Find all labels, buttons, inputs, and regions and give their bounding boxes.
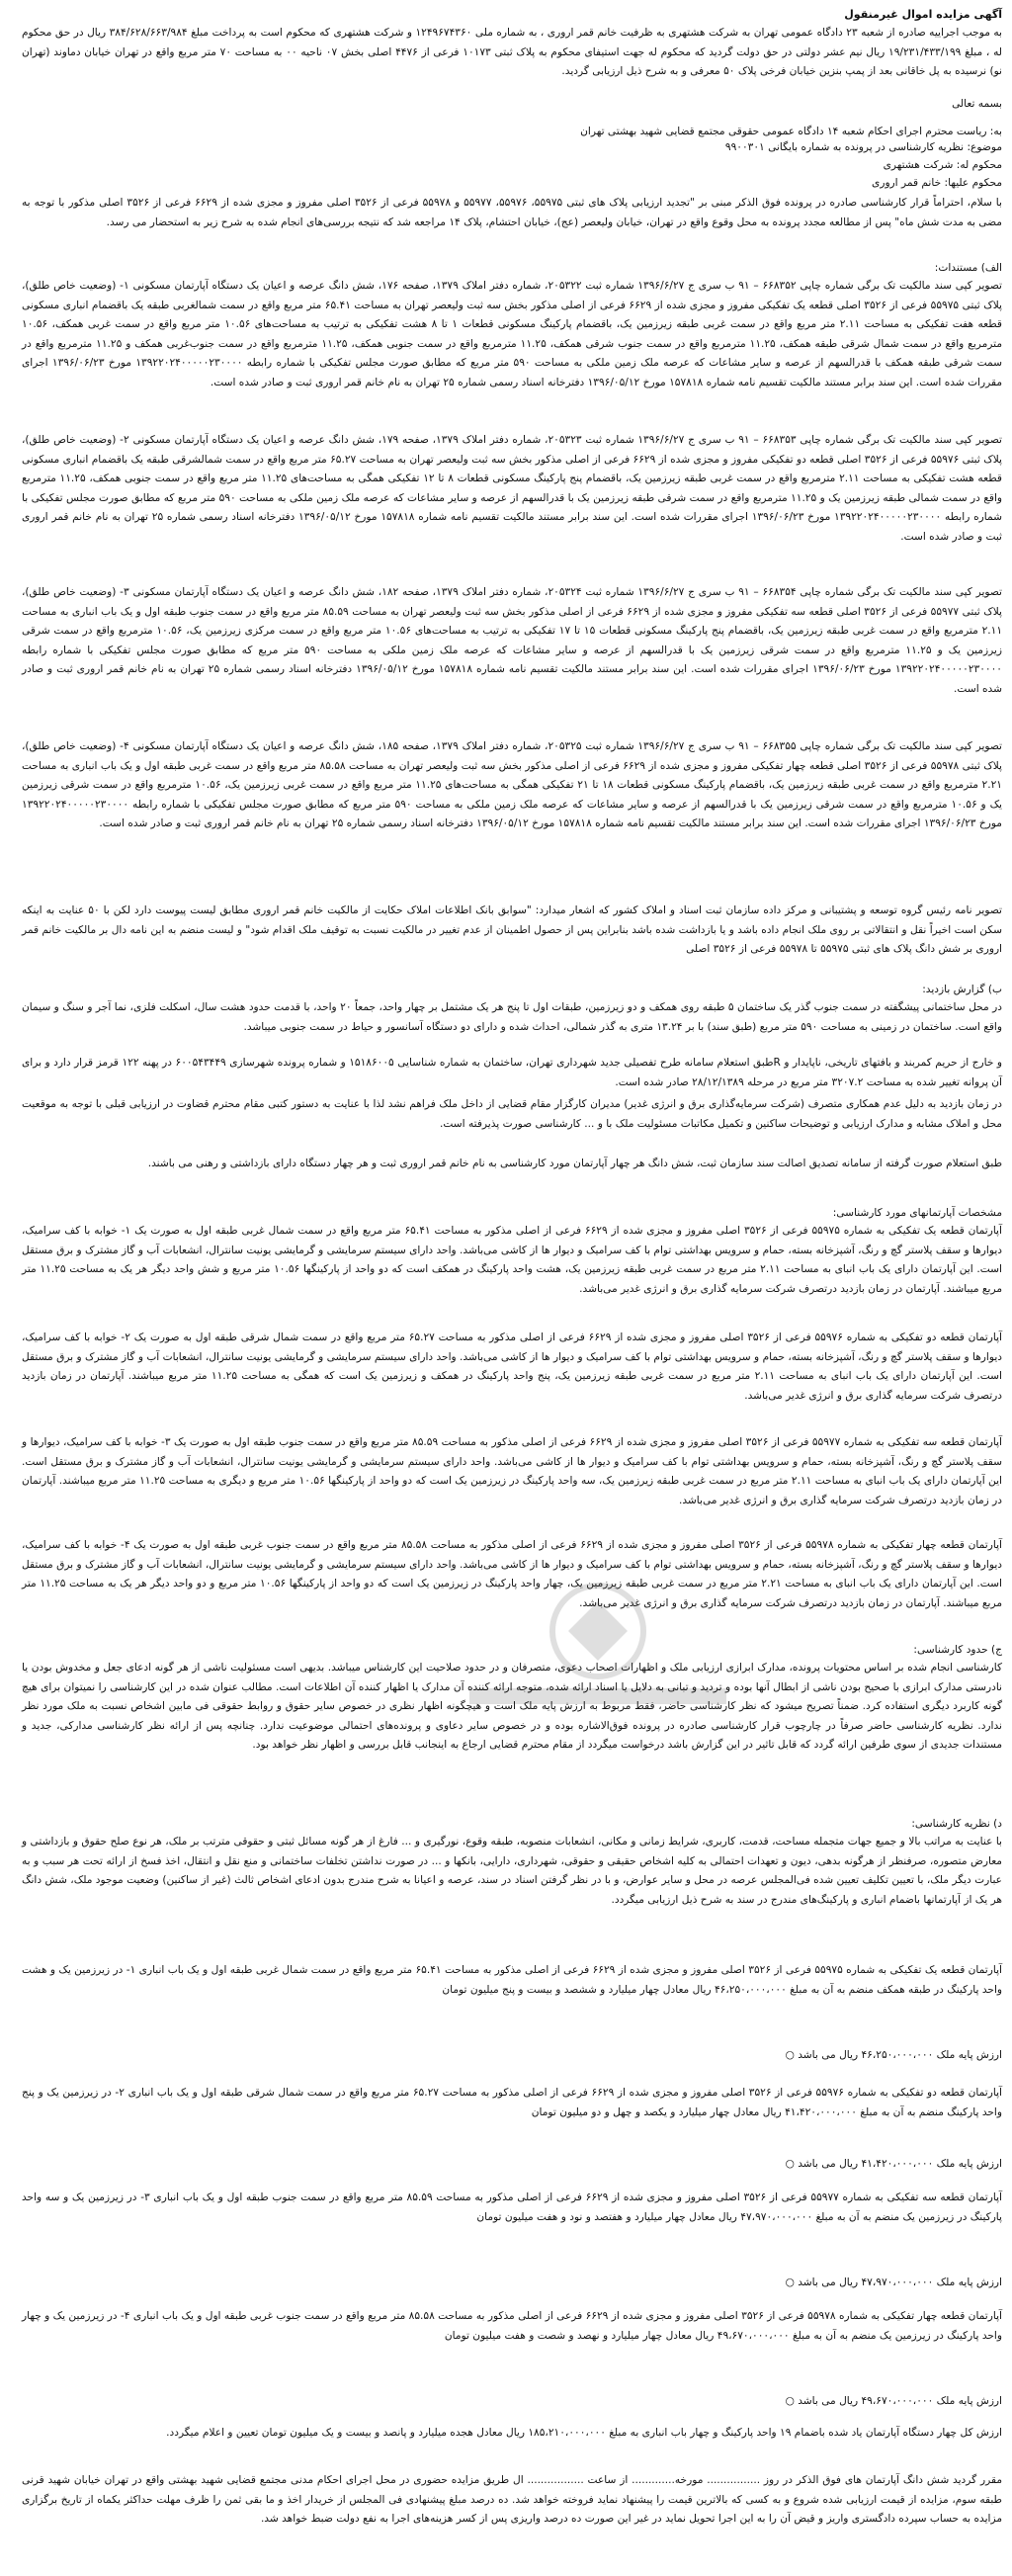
spec-apartment-2: آپارتمان قطعه دو تفکیکی به شماره ۵۵۹۷۶ فرعی از ۳۵۲۶ اصلی مفروز و مجزی شده از ۶۶۲۹ فرعی از اصلی مذکور به مساحت ۶۵.۲۷ متر مربع واقع در سمت شمال شرقی طبقه اول به صورت یک ۲- خوابه با کف سرامیک، دیوارها و سقف پلاستر گچ و رنگ، آشپزخانه بسته، حمام و سرویس بهداشتی توام با کف سرامیک و دیوار ها از کاشی می‌باشد. واحد دارای سیستم سرمایشی و گرمایشی یونیت سانترال، انشعابات آب و گاز مشترک و برق مستقل است. این آپارتمان دارای یک باب انبای به مساحت ۲.۱۱ متر مربع در سمت غربی طبقه زیرزمین یک، پنج واحد پارکینگ در همکف و زیرزمین یک است که همگی به مساحت ۱۱.۲۵ متر مربع میباشند. آپارتمان در زمان بازدید درتصرف شرکت سرمایه گذاری برق و انرژی غدیر می‌باشد. — [22, 1331, 1002, 1402]
document-item-1: تصویر کپی سند مالکیت تک برگی شماره چاپی ۶۶۸۳۵۲ – ۹۱ ب سری ج ۱۳۹۶/۶/۲۷ شماره ثبت ۲۰۵۳۲۲، شماره دفتر املاک ۱۳۷۹، صفحه ۱۷۶، شش دانگ عرصه و اعیان یک دستگاه آپارتمان مسکونی ۱- (وضعیت خاص طلق)، پلاک ثبتی ۵۵۹۷۵ فرعی از ۳۵۲۶ اصلی قطعه یک تفکیکی مفروز و مجزی شده از ۶۶۲۹ فرعی از اصلی مذکور بخش سه ثبت ولیعصر تهران به مساحت ۶۵.۴۱ متر مربع واقع در سمت شمالغربی طبقه یک باقضمام انباری مسکونی قطعه هفت تفکیکی به مساحت ۲.۱۱ متر مربع واقع در سمت غربی طبقه زیرزمین یک، باقضمام پارکینگ مسکونی قطعات ۱ تا ۸ هشت تفکیکی به ترتیب به مساحت‌های ۱۰.۵۶ متر مربع واقع در سمت غربی همکف، ۱۰.۵۶ مترمربع واقع در سمت شمال شرقی طبقه همکف، ۱۱.۲۵ مترمربع واقع در سمت جنوب شرقی همکف، ۱۱.۲۵ مترمربع واقع در سمت جنوبی همکف، ۱۱.۲۵ مترمربع واقع در سمت جنوب‌غربی همکف و ۱۱.۲۵ مترمربع واقع در سمت شرقی طبقه همکف با قدرالسهم از عرصه و سایر مشاعات که عرصه ملک زمین ملکی به مساحت ۵۹۰ متر مربع که مطابق صورت مجلس تفکیکی با شماره رابطه ۱۳۹۲۲۰۲۴۰۰۰۰۰۲۳۰۰۰۰ مورخ ۱۳۹۶/۰۶/۲۳ اجرای مقررات شده است. این سند برابر مستند مالکیت تقسیم نامه شماره ۱۵۷۸۱۸ مورخ ۱۳۹۶/۰۵/۱۲ دفترخانه اسناد رسمی شماره ۲۵ تهران به نام خانم قمر اروری ثبت و صادر شده است. — [22, 280, 1003, 388]
valuation-apartment-4: آپارتمان قطعه چهار تفکیکی به شماره ۵۵۹۷۸ فرعی از ۳۵۲۶ اصلی مفروز و مجزی شده از ۶۶۲۹ فرعی از اصلی مذکور به مساحت ۸۵.۵۸ متر مربع واقع در سمت جنوب غربی طبقه اول و یک باب انباری ۴- در زیرزمین یک و چهار واحد پارکینگ در زیرزمین یک منضم به آن به مبلغ ۴۹،۶۷۰،۰۰۰،۰۰۰ ریال معادل چهار میلیارد و نهصد و شصت و هفت میلیون تومان — [22, 2310, 1002, 2342]
document-item-4: تصویر کپی سند مالکیت تک برگی شماره چاپی ۶۶۸۳۵۵ – ۹۱ ب سری ج ۱۳۹۶/۶/۲۷ شماره ثبت ۲۰۵۳۲۵، شماره دفتر املاک ۱۳۷۹، صفحه ۱۸۵، شش دانگ عرصه و اعیان یک دستگاه آپارتمان مسکونی ۴- (وضعیت خاص طلق)، پلاک ثبتی ۵۵۹۷۸ فرعی از ۳۵۲۶ اصلی قطعه چهار تفکیکی مفروز و مجزی شده از ۶۶۲۹ فرعی از اصلی مذکور بخش سه ثبت ولیعصر تهران به مساحت ۸۵.۵۸ متر مربع واقع در سمت غربی طبقه اول و یک باب انباری به مساحت ۲.۲۱ مترمربع واقع در سمت غربی طبقه زیرزمین یک، باقضمام پارکینگ مسکونی قطعات ۱۸ تا ۲۱ تفکیکی همگی به مساحت‌های ۱۱.۲۵ متر مربع واقع در سمت غربی زیرزمین یک، ۱۰.۵۶ مترمربع واقع در سمت شرقی زیرزمین یک و ۱۰.۵۶ مترمربع واقع در سمت شرقی زیرزمین یک با قدرالسهم از عرصه و سایر مشاعات که عرصه ملک زمین ملکی به مساحت ۵۹۰ متر مربع که مطابق صورت مجلس تفکیکی با شماره رابطه ۱۳۹۲۲۰۲۴۰۰۰۰۰۲۳۰۰۰۰ مورخ ۱۳۹۶/۰۶/۲۳ اجرای مقررات شده است. این سند برابر مستند مالکیت تقسیم نامه شماره ۱۵۷۸۱۸ مورخ ۱۳۹۶/۰۵/۱۲ دفترخانه اسناد رسمی شماره ۲۵ تهران به نام خانم قمر اروری ثبت و صادر شده است. — [22, 740, 1003, 830]
base-value-4: ارزش پایه ملک ۴۹،۶۷۰،۰۰۰،۰۰۰ ریال می باشد ○ — [785, 2395, 1002, 2407]
document-item-5: تصویر نامه رئیس گروه توسعه و پشتیبانی و مرکز داده سازمان ثبت اسناد و املاک کشور که اشعار میدارد: "سوابق بانک اطلاعات املاک حکایت از مالکیت خانم قمر اروری مطابق لیست پیوست دارد لکن با ۵۰ عنایت به اینکه سکن است اخیراً نقل و انتقالاتی بر روی ملک انجام داده باشد و یا بازداشت شده باشد بنابراین پس از حصول اطمینان از عدم تغییر در مالکیت نسبت به توقیف ملک اقدام شود" و لیست منضم به این نامه دال بر مالکیت خانم قمر اروری بر شش دانگ پلاک های ثبتی ۵۵۹۷۵ تا ۵۵۹۷۸ فرعی از ۳۵۲۶ اصلی — [22, 904, 1002, 956]
section-d-heading: د) نظریه کارشناسی: — [911, 1818, 1002, 1830]
subject-line: موضوع: نظریه کارشناسی در پرونده به شماره بایگانی ۹۹۰۰۳۰۱ — [724, 141, 1002, 153]
section-c-heading: ج) حدود کارشناسی: — [913, 1644, 1002, 1656]
intro-paragraph: به موجب اجراییه صادره از شعبه ۲۳ دادگاه عمومی تهران به شرکت هشتهری به ظرفیت خانم قمر اروری ، به شماره ملی ۱۲۴۹۶۷۴۳۶۰ و شرکت هشتهری که محکوم است به پرداخت مبلغ ۳۸۴/۶۲۸/۶۶۳/۹۸۴ ریال در حق محکوم له ، مبلغ ۱۹/۲۳۱/۴۳۳/۱۹۹ ریال نیم عشر دولتی در حق دولت گردید که محکوم له جهت استیفای محکوم به پلاک ثبتی ۱۰۱۷۳ فرعی از ۴۴۷۶ اصلی بخش ۰۷ ناحیه ۰۰ به مساحت ۷۰ متر مربع واقع در تهران خیابان دماوند (تهران نو) نرسیده به پل خاقانی بعد از پمپ بنزین خیابان فرخی پلاک ۵۰ معرفی و به شرح ذیل ارزیابی گردید. — [22, 27, 1002, 78]
document-item-2: تصویر کپی سند مالکیت تک برگی شماره چاپی ۶۶۸۳۵۳ – ۹۱ ب سری ج ۱۳۹۶/۶/۲۷ شماره ثبت ۲۰۵۳۲۳، شماره دفتر املاک ۱۳۷۹، صفحه ۱۷۹، شش دانگ عرصه و اعیان یک دستگاه آپارتمان مسکونی ۲- (وضعیت خاص طلق)، پلاک ثبتی ۵۵۹۷۶ فرعی از ۳۵۲۶ اصلی قطعه دو تفکیکی مفروز و مجزی شده از ۶۶۲۹ فرعی از اصلی مذکور بخش سه ثبت ولیعصر تهران به مساحت ۶۵.۲۷ متر مربع واقع در سمت شمالشرقی طبقه یک باقضمام انباری مسکونی قطعه هشت تفکیکی به مساحت ۲.۱۱ مترمربع واقع در سمت غربی طبقه زیرزمین یک، باقضمام پنج پارکینگ مسکونی قطعات ۸ تا ۱۲ تفکیکی همگی به مساحت‌های ۱۱.۲۵ متر مربع واقع در سمت جنوبی همکف، ۱۱.۲۵ مترمربع واقع در سمت شمالی طبقه زیرزمین یک و ۱۱.۲۵ مترمربع واقع در سمت شرقی طبقه زیرزمین یک با قدرالسهم از عرصه و سایر مشاعات که عرصه ملک زمین ملکی به مساحت ۵۹۰ متر مربع که مطابق صورت مجلس تفکیکی با شماره رابطه ۱۳۹۲۲۰۲۴۰۰۰۰۰۲۳۰۰۰۰ مورخ ۱۳۹۶/۰۶/۲۳ اجرای مقررات شده است. این سند برابر مستند مالکیت تقسیم نامه شماره ۱۵۷۸۱۸ مورخ ۱۳۹۶/۰۵/۱۲ دفترخانه اسناد رسمی شماره ۲۵ تهران به نام خانم قمر اروری ثبت و صادر شده است. — [22, 434, 1003, 543]
base-value-3: ارزش پایه ملک ۴۷،۹۷۰،۰۰۰،۰۰۰ ریال می باشد ○ — [785, 2276, 1002, 2288]
section-a-heading: الف) مستندات: — [934, 262, 1002, 274]
total-value-paragraph: ارزش کل چهار دستگاه آپارتمان یاد شده باضمام ۱۹ واحد پارکینگ و چهار باب انباری به مبلغ ۱۸۵،۲۱۰،۰۰۰،۰۰۰ ریال معادل هجده میلیارد و پانصد و بیست و یک میلیون تومان تعیین و اعلام میگردد. — [166, 2427, 1002, 2439]
base-value-2: ارزش پایه ملک ۴۱،۴۲۰،۰۰۰،۰۰۰ ریال می باشد ○ — [785, 2158, 1002, 2170]
notice-title: آگهی مزایده اموال غیرمنقول — [844, 8, 1002, 21]
visit-paragraph-4: طبق استعلام صورت گرفته از سامانه تصدیق اصالت سند سازمان ثبت، شش دانگ هر چهار آپارتمان مورد کارشناسی به نام خانم قمر اروری ثبت و هر چهار دستگاه دارای بازداشتی و رهنی می باشند. — [147, 1158, 1002, 1169]
convicted-against-party: محکوم علیها: خانم قمر اروری — [872, 177, 1002, 189]
base-value-1: ارزش پایه ملک ۴۶،۲۵۰،۰۰۰،۰۰۰ ریال می باشد ○ — [785, 2049, 1002, 2061]
spec-apartment-1: آپارتمان قطعه یک تفکیکی به شماره ۵۵۹۷۵ فرعی از ۳۵۲۶ اصلی مفروز و مجزی شده از ۶۶۲۹ فرعی از اصلی مذکور به مساحت ۶۵.۴۱ متر مربع واقع در سمت شمال غربی طبقه اول به صورت یک ۱- خوابه با کف سرامیک، دیوارها و سقف پلاستر گچ و رنگ، آشپزخانه بسته، حمام و سرویس بهداشتی توام با کف سرامیک و دیوار ها از کاشی می‌باشد. واحد دارای سیستم سرمایشی و گرمایشی یونیت سانترال، انشعابات آب و گاز مشترک و برق مستقل است. این آپارتمان دارای یک باب انبای به مساحت ۲.۱۱ متر مربع در سمت غربی طبقه زیرزمین یک، هشت واحد پارکینگ در همکف است که دو واحد از پارکینگها ۱۰.۵۶ متر مربع و شش واحد دیگر هر یک به مساحت ۱۱.۲۵ متر مربع میباشند. آپارتمان در زمان بازدید درتصرف شرکت سرمایه گذاری برق و انرژی غدیر می‌باشد. — [22, 1225, 1002, 1295]
document-item-3: تصویر کپی سند مالکیت تک برگی شماره چاپی ۶۶۸۳۵۴ – ۹۱ ب سری ج ۱۳۹۶/۶/۲۷ شماره ثبت ۲۰۵۳۲۴، شماره دفتر املاک ۱۳۷۹، صفحه ۱۸۲، شش دانگ عرصه و اعیان یک دستگاه آپارتمان مسکونی ۳- (وضعیت خاص طلق)، پلاک ثبتی ۵۵۹۷۷ فرعی از ۳۵۲۶ اصلی قطعه سه تفکیکی مفروز و مجزی شده از ۶۶۲۹ فرعی از اصلی مذکور بخش سه ثبت ولیعصر تهران به مساحت ۸۵.۵۹ متر مربع واقع در سمت جنوب طبقه اول و یک باب انباری به مساحت ۲.۱۱ مترمربع واقع در سمت غربی طبقه زیرزمین یک، باقضمام پنج پارکینگ مسکونی قطعات ۱۵ تا ۱۷ تفکیکی به ترتیب به مساحت‌های ۱۰.۵۶ متر مربع واقع در سمت مرکزی زیرزمین یک، ۱۰.۵۶ مترمربع واقع در سمت شرقی زیرزمین یک و ۱۱.۲۵ مترمربع واقع در سمت شرقی زیرزمین یک با قدرالسهم از عرصه و سایر مشاعات که عرصه ملک زمین ملکی به مساحت ۵۹۰ متر مربع که مطابق صورت مجلس تفکیکی با شماره رابطه ۱۳۹۲۲۰۲۴۰۰۰۰۰۲۳۰۰۰۰ مورخ ۱۳۹۶/۰۶/۲۳ اجرای مقررات شده است. این سند برابر مستند مالکیت تقسیم نامه شماره ۱۵۷۸۱۸ مورخ ۱۳۹۶/۰۵/۱۲ دفترخانه اسناد رسمی شماره ۲۵ تهران به نام خانم قمر اروری ثبت و صادر شده است. — [22, 586, 1003, 695]
convicted-party: محکوم له: شرکت هشتهری — [883, 159, 1002, 171]
spec-apartment-3: آپارتمان قطعه سه تفکیکی به شماره ۵۵۹۷۷ فرعی از ۳۵۲۶ اصلی مفروز و مجزی شده از ۶۶۲۹ فرعی از اصلی مذکور به مساحت ۸۵.۵۹ متر مربع واقع در سمت جنوب طبقه اول به صورت یک ۳- خوابه با کف سرامیک، دیوارها و سقف پلاستر گچ و رنگ، آشپزخانه بسته، حمام و سرویس بهداشتی توام با کف سرامیک و دیوار ها از کاشی می‌باشد. واحد دارای سیستم سرمایشی و گرمایشی یونیت سانترال، انشعابات آب و گاز مشترک و برق مستقل است. این آپارتمان دارای یک باب انبای به مساحت ۲.۱۱ متر مربع در سمت غربی طبقه زیرزمین یک، سه واحد پارکینگ در زیرزمین یک است که دو واحد از پارکینگها ۱۰.۵۶ متر مربع و دیگری به مساحت ۱۱.۲۵ متر مربع میباشند. آپارتمان در زمان بازدید درتصرف شرکت سرمایه گذاری برق و انرژی غدیر می‌باشد. — [22, 1436, 1002, 1506]
closing-paragraph: مقرر گردید شش دانگ آپارتمان های فوق الذکر در روز ................ مورخه............. از ساعت ................. ال طریق مزایده حضوری در محل اجرای احکام مدنی مجتمع قضایی شهید بهشتی واقع در تهران خیابان شهید قرنی طبقه سوم، مزایده از قیمت ارزیابی شده شروع و به کسی که بالاترین قیمت را پیشنهاد نماید فروخته خواهد شد. ده درصد مبلغ پیشنهادی فی المجلس از خریدار اخذ و ما بقی ثمن را ظرف مهلت حداکثر یکماه از تاریخ برگزاری مزایده به حساب سپرده دادگستری واریز و قیض آن را به این اجرا تحویل نماید در غیر این صورت ده درصد واریزی پس از کسر هزینه‌های اجرا به نفع دولت ضبط خواهد شد. — [22, 2474, 1002, 2526]
greeting-paragraph: با سلام، احتراماً قرار کارشناسی صادره در پرونده فوق الذکر مبنی بر "تجدید ارزیابی پلاک های ثبتی ۵۵۹۷۵، ۵۵۹۷۶، ۵۵۹۷۷ و ۵۵۹۷۸ فرعی از ۳۵۲۶ اصلی مفروز و مجزی شده از ۶۶۲۹ فرعی از ۳۵۲۶ اصلی مذکور با توجه به مضی به مدت شش ماه" پس از مطالعه مجدد پرونده به محل وقوع واقع در تهران، خیابان ولیعصر (عج)، خیابان احتشام، پلاک ۱۴ مراجعه شد که نتیجه بررسی‌های انجام شده به شرح زیر به استحضار می رسد. — [22, 197, 1002, 228]
valuation-apartment-1: آپارتمان قطعه یک تفکیکی به شماره ۵۵۹۷۵ فرعی از ۳۵۲۶ اصلی مفروز و مجزی شده از ۶۶۲۹ فرعی از اصلی مذکور به مساحت ۶۵.۴۱ متر مربع واقع در سمت شمال غربی طبقه اول و یک باب انباری ۱- در زیرزمین یک و هشت واحد پارکینگ در طبقه همکف منضم به آن به مبلغ ۴۶،۲۵۰،۰۰۰،۰۰۰ ریال معادل چهار میلیارد و ششصد و بیست و پنج میلیون تومان — [22, 1964, 1002, 1996]
visit-paragraph-3: در زمان بازدید به دلیل عدم همکاری متصرف (شرکت سرمایه‌گذاری برق و انرژی غدیر) مدیران کارگزار مقام قضایی از داخل ملک فراهم نشد لذا با عنایت به دستور کتبی مقام محترم قضاوت در ارزیابی قبلی با توجه به موقعیت محل و املاک مشابه و مدارک ارزیابی و توضیحات ساکنین و تکمیل مکاتبات مسئولیت ملک با و ... کارشناسی صورت پذیرفته است. — [22, 1098, 1002, 1130]
specs-heading: مشخصات آپارتمانهای مورد کارشناسی: — [832, 1207, 1002, 1219]
opinion-paragraph: با عنایت به مراتب بالا و جمیع جهات متجمله مساحت، قدمت، کاربری، شرایط زمانی و مکانی، انشعابات منصوبه، طبقه وقوع، نورگیری و ... فارغ از هر گونه مسائل ثبتی و حقوقی مترتب بر ملک، هر نوع صلح حقوق و بازداشتی و معارض متصوره، صرفنظر از هرگونه بدهی، دیون و تعهدات احتمالی به کلیه اشخاص حقیقی و حقوقی، شهرداری، دارایی، بانکها و ... در صورت نداشتن تخلفات ساختمانی و منع نقل و انتقال، اخذ فسخ از ارائه تحت هر سبب و به عبارت دیگر ملک، با تعیین تکلیف تعیین شده فی‌المجلس عرصه در محل و سایر عوارض، و با در نظر گرفتن اسناد در سند، عرصه و اعیانا به شرح مندرج بدون ادعای اشخاص ثالث (غیر از ساکنین) وضعیت موجود ملک، شش دانگ هر یک از آپارتمانها باضمام انباری و پارکینگ‌های مندرج در سند به شرح ذیل ارزیابی میگردد. — [22, 1836, 1002, 1906]
spec-apartment-4: آپارتمان قطعه چهار تفکیکی به شماره ۵۵۹۷۸ فرعی از ۳۵۲۶ اصلی مفروز و مجزی شده از ۶۶۲۹ فرعی از اصلی مذکور به مساحت ۸۵.۵۸ متر مربع واقع در سمت جنوب غربی طبقه اول به صورت یک ۴- خوابه با کف سرامیک، دیوارها و سقف پلاستر گچ و رنگ، آشپزخانه بسته، حمام و سرویس بهداشتی توام با کف سرامیک و دیوار ها از کاشی می‌باشد. واحد دارای سیستم سرمایشی و گرمایشی یونیت سانترال، انشعابات آب و گاز مشترک و برق مستقل است. این آپارتمان دارای یک باب انبای به مساحت ۲.۲۱ متر مربع در سمت غربی طبقه زیرزمین یک، چهار واحد پارکینگ در زیرزمین یک است که دو واحد از پارکینگها ۱۰.۵۶ متر مربع و دو واحد دیگر هر یک به مساحت ۱۱.۲۵ متر مربع میباشند. آپارتمان در زمان بازدید درتصرف شرکت سرمایه گذاری برق و انرژی غدیر می‌باشد. — [22, 1539, 1002, 1609]
addressee: به: ریاست محترم اجرای احکام شعبه ۱۴ دادگاه عمومی حقوقی مجتمع قضایی شهید بهشتی تهران — [580, 126, 1002, 137]
valuation-apartment-3: آپارتمان قطعه سه تفکیکی به شماره ۵۵۹۷۷ فرعی از ۳۵۲۶ اصلی مفروز و مجزی شده از ۶۶۲۹ فرعی از اصلی مذکور به مساحت ۸۵.۵۹ متر مربع واقع در سمت جنوب طبقه اول و یک باب انباری ۳- در زیرزمین یک و سه واحد پارکینگ در زیرزمین یک منضم به آن به مبلغ ۴۷،۹۷۰،۰۰۰،۰۰۰ ریال معادل چهار میلیارد و هفتصد و نود و هفت میلیون تومان — [22, 2191, 1002, 2223]
valuation-apartment-2: آپارتمان قطعه دو تفکیکی به شماره ۵۵۹۷۶ فرعی از ۳۵۲۶ اصلی مفروز و مجزی شده از ۶۶۲۹ فرعی از اصلی مذکور به مساحت ۶۵.۲۷ متر مربع واقع در سمت شمال شرقی طبقه اول و یک باب انباری ۲- در زیرزمین یک و پنج واحد پارکینگ منضم به آن به مبلغ ۴۱،۴۲۰،۰۰۰،۰۰۰ ریال معادل چهار میلیارد و یکصد و چهل و دو میلیون تومان — [22, 2087, 1002, 2118]
section-b-heading: ب) گزارش بازدید: — [922, 984, 1002, 995]
visit-paragraph-1: در محل ساختمانی پیشگفته در سمت جنوب گذر یک ساختمان ۵ طبقه روی همکف و دو زیرزمین، طبقات اول تا پنج هر یک مشتمل بر چهار واحد، جمعاً ۲۰ واحد، با قدمت حدود هشت سال، اسکلت فلزی، نما آجر و سنگ و سیمان واقع است. ساختمان در زمینی به مساحت ۵۹۰ متر مربع (طبق سند) با بر ۱۳.۲۴ متری به گذر شمالی، احداث شده و دارای دو دستگاه آسانسور و حیاط در سمت جنوبی میباشد. — [22, 1001, 1002, 1033]
visit-paragraph-2: و خارج از حریم کمربند و بافتهای تاریخی، ناپایدار و Rطبق استعلام سامانه طرح تفصیلی جدید شهرداری تهران، ساختمان به شماره شناسایی ۱۵۱۸۶۰۰۵ و شماره پرونده شهرسازی ۶۰۰۵۴۳۴۴۹ در پهنه ۱۲۲ قرمز قرار دارد و برای آن پروانه تغییر شده به مساحت ۳۲۰۷.۲ متر مربع در مرحله ۲۸/۱۲/۱۳۸۹ صادر شده است. — [22, 1057, 1003, 1088]
limits-paragraph: کارشناسی انجام شده بر اساس محتویات پرونده، مدارک ابرازی ارزیابی ملک و اظهارات اصحاب دعوی، متصرفان و در حدود صلاحیت این کارشناس میباشد. بدیهی است مسئولیت ناشی از هر گونه ادعای جعل و مخدوش بودن یا نادرستی مدارک ابرازی با صحیح بودن ناشی از ابطال آنها بوده و تردید و تبانی به دلایل یا اسناد ارائه شده، متوجه ارائه کننده آن مدارک یا اظهار کننده آن اطلاعات است. مطالب عنوان شده در این کارشناسی را نمیتوان برای هیچ گونه کاربرد دیگری استفاده کرد. ضمناً تصریح میشود که نظر کارشناسی حاضر، فقط مربوط به ارزش پایه ملک است و هیچگونه اظهار نظری در خصوص سایر حقوق و روابط حقوقی فی مابین اشخاص نسبت به ملک مورد نظر ندارد. نظریه کارشناسی حاضر صرفاً در چارچوب قرار کارشناسی صادره در پرونده فوق‌الاشاره بوده و در خصوص سایر دعاوی و پرونده‌های احتمالی موضوعیت ندارد. چنانچه پس از ارائه نظر کارشناسی مدارکی، جدید و مستندات جدیدی از سوی طرفین ارائه گردد که قابل تاثیر در این گزارش باشد درخواست میگردد از مقام محترم قضایی ارجاع به اینجانب قابل بررسی و اظهار نظر خواهد بود. — [22, 1662, 1002, 1752]
salutation: بسمه تعالی — [952, 98, 1002, 110]
